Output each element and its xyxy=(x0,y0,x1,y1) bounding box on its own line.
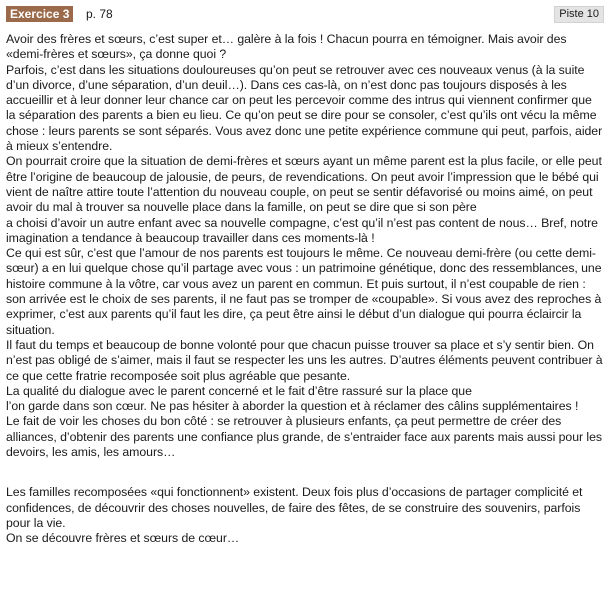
audio-track-badge: Piste 10 xyxy=(554,6,604,23)
paragraph: Parfois, c’est dans les situations douloureuses qu’on peut se retrouver avec ces nouveaux venus (à la suite d’un divorce, d’une séparation, d’un deuil…). Dans ces cas-là, on n’est donc pas toujours disposés à les accueillir et à leur donner leur chance car on peut les percevoir comme des intrus qui viennent confirmer que la séparation des parents a bien eu lieu. Ce qu’on peut se dire pour se consoler, c’est qu’ils ont vécu la même chose : leurs parents se sont séparés. Vous avez donc une petite expérience commune qui peut, parfois, aider à mieux s’entendre. xyxy=(6,62,603,154)
paragraph: Le fait de voir les choses du bon côté : se retrouver à plusieurs enfants, ça peut permettre de créer des alliances, d’obtenir des parents une confiance plus grande, de s’entraider face aux parents mais aussi pour les devoirs, les amis, les amours… xyxy=(6,414,602,460)
paragraph: a choisi d’avoir un autre enfant avec sa nouvelle compagne, c’est qu’il n’est pas content de nous… Bref, notre imagination a tendance à beaucoup travailler dans ces moments-là ! xyxy=(6,215,598,245)
page-reference: p. 78 xyxy=(86,7,113,21)
paragraph: On pourrait croire que la situation de demi-frères et sœurs ayant un même parent est la plus facile, or elle peut être l’origine de beaucoup de jalousie, de peurs, de revendications. On peut avoir l’impression que le bébé qui vient de naître attire toute l’attention du nouveau couple, on peut se sentir défavorisé ou moins aimé, on peut avoir du mal à trouver sa nouvelle place dans la famille, on peut se dire que si son père xyxy=(6,154,602,215)
paragraph: Ce qui est sûr, c’est que l’amour de nos parents est toujours le même. Ce nouveau demi-frère (ou cette demi-sœur) a en lui quelque chose qu’il partage avec vous : un patrimoine génétique, donc des ressemblances, une histoire commune à la vôtre, car vous avez un parent en commun. Et puis surtout, il n’est coupable de rien : son arrivée est le choix de ses parents, il ne faut pas se tromper de «coupable». Si vous avez des reproches à exprimer, c’est aux parents qu’il faut les dire, ça peut être ainsi le début d’un dialogue qui pourra éclaircir la situation. xyxy=(6,246,602,337)
paragraph: l’on garde dans son cœur. Ne pas hésiter à aborder la question et à réclamer des câlins supplémentaires ! xyxy=(6,399,579,414)
paragraph: La qualité du dialogue avec le parent concerné et le fait d’être rassuré sur la place que xyxy=(6,383,472,398)
article-text xyxy=(6,32,604,547)
exercise-badge: Exercice 3 xyxy=(6,6,73,22)
header xyxy=(6,6,604,23)
paragraph: Avoir des frères et sœurs, c’est super et… galère à la fois ! Chacun pourra en témoigner. Mais avoir des «demi-frères et sœurs», ça donne quoi ? xyxy=(6,32,567,62)
paragraph-spacer xyxy=(6,460,604,485)
paragraph: Les familles recomposées «qui fonctionnent» existent. Deux fois plus d’occasions de partager complicité et confidences, de découvrir des choses nouvelles, de faire des fêtes, de se construire des souvenirs, parfois pour la vie. xyxy=(6,485,583,530)
paragraph: On se découvre frères et sœurs de cœur… xyxy=(6,531,240,546)
paragraph: Il faut du temps et beaucoup de bonne volonté pour que chacun puisse trouver sa place et s’y sentir bien. On n’est pas obligé de s’aimer, mais il faut se respecter les uns les autres. D’autres éléments peuvent contribuer à ce que cette fratrie recomposée soit plus agréable que pesante. xyxy=(6,337,603,383)
page xyxy=(6,6,604,547)
